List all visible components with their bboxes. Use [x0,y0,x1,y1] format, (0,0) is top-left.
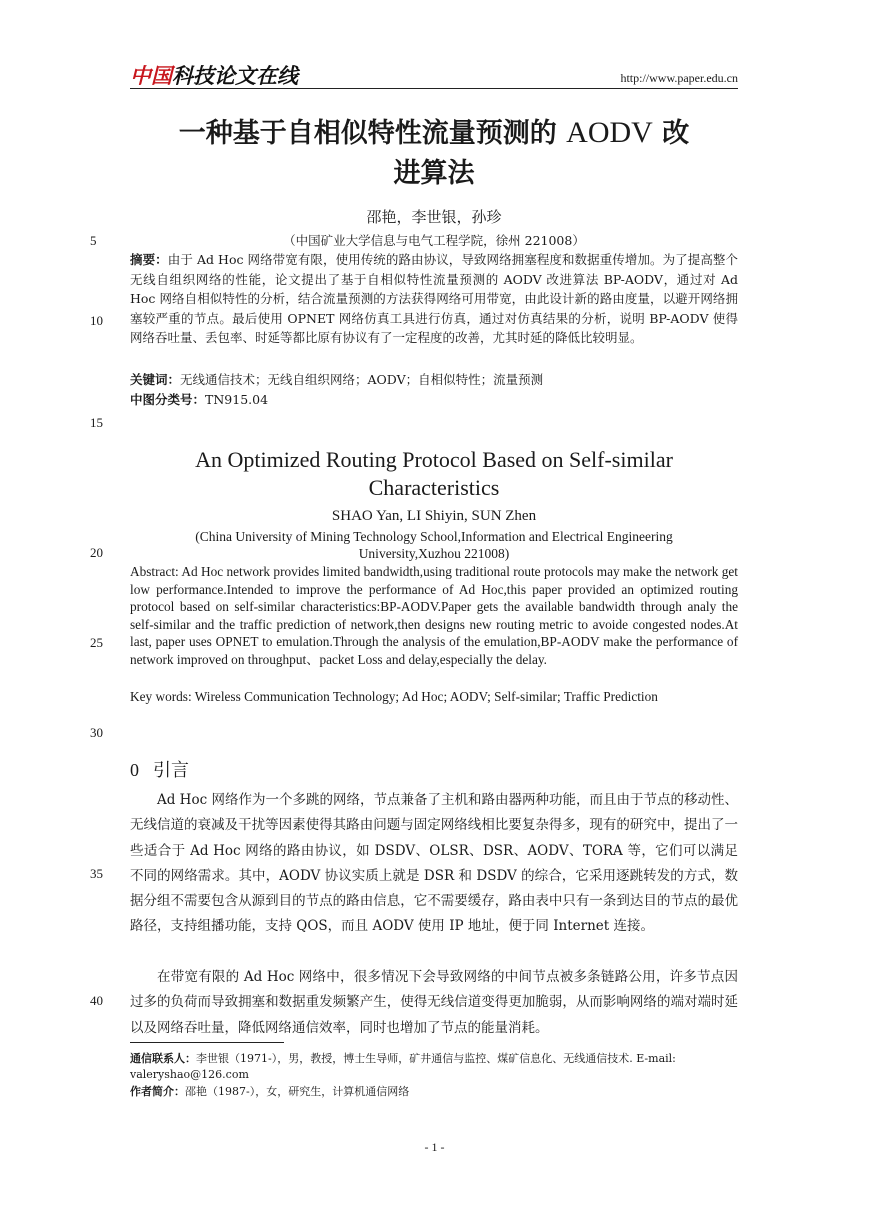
footnote-contact: 通信联系人：李世银（1971-），男，教授，博士生导师，矿井通信与监控、煤矿信息化、无线通信技术. E-mail: valeryshao@126.com [130,1052,676,1081]
logo-red-text: 中国 [130,64,172,88]
paper-title-cn [130,113,738,194]
page-number: - 1 - [424,1140,445,1154]
line-number: 25 [90,635,103,650]
header-url[interactable]: http://www.paper.edu.cn [620,71,738,85]
body-paragraph-1: Ad Hoc 网络作为一个多跳的网络，节点兼备了主机和路由器两种功能，而且由于节点的移动性、无线信道的衰减及干扰等因素使得其路由问题与固定网络线相比要复杂得多，现有的研究中，提出了一些适合于 Ad Hoc 网络的路由协议，如 DSDV、OLSR、DSR、AODV、TORA 等，它们可以满足不同的网络需求。其中，AODV 协议实质上就是 DSR 和 DSDV 的综合，它采用逐跳转发的方式，数据分组不需要包含从源到目的节点的路由信息，它不需要缓存，路由表中只有一条到达目的节点的最优路径，支持组播功能，支持 QOS，而且 AODV 使用 IP 地址，便于同 Internet 连接。 [130,792,738,935]
keywords-en [130,688,738,706]
title-line-2: 进算法 [393,158,475,189]
keywords-cn-label: 关键词： [130,372,181,387]
header-divider [130,88,738,89]
line-number: 5 [90,233,97,248]
line-number: 30 [90,725,103,740]
section-number: 0 [130,760,139,780]
paper-title-en: An Optimized Routing Protocol Based on Self-similar Characteristics [195,447,673,500]
footnote-author: 作者简介：邵艳（1987-），女，研究生，计算机通信网络 [130,1085,410,1098]
journal-logo [130,60,298,88]
line-number: 35 [90,866,103,881]
line-number: 15 [90,415,103,430]
keywords-cn-text: 无线通信技术；无线自组织网络；AODV；自相似特性；流量预测 [180,372,544,387]
line-number: 20 [90,545,103,560]
affiliation-en: (China University of Mining Technology School,Information and Electrical Engineering University,Xuzhou 221008) [195,529,673,561]
abstract-cn-label: 摘要： [130,252,168,267]
logo-black-text: 科技论文在线 [172,64,298,88]
section-title: 引言 [153,760,189,781]
section-heading [130,756,189,782]
keywords-cn [130,370,738,390]
classification [130,390,738,410]
abstract-en [130,563,738,668]
classification-text: TN915.04 [205,392,269,407]
authors-en: SHAO Yan, LI Shiyin, SUN Zhen [331,508,537,524]
affiliation-cn: （中国矿业大学信息与电气工程学院，徐州 221008） [283,233,585,248]
line-number: 40 [90,993,103,1008]
line-number: 10 [90,313,103,328]
classification-label: 中图分类号： [130,392,206,407]
authors-cn: 邵艳，李世银，孙珍 [366,208,502,226]
title-line-1: 一种基于自相似特性流量预测的 AODV 改 [178,116,690,149]
footnote-divider [130,1042,284,1043]
body-paragraph-2: 在带宽有限的 Ad Hoc 网络中，很多情况下会导致网络的中间节点被多条链路公用，许多节点因过多的负荷而导致拥塞和数据重发频繁产生，使得无线信道变得更加脆弱，从而影响网络的端对端时延以及网络吞吐量，降低网络通信效率，同时也增加了节点的能量消耗。 [130,969,738,1036]
abstract-en-label: Abstract: [130,564,179,579]
keywords-en-label: Key words: [130,689,192,704]
abstract-en-text: Ad Hoc network provides limited bandwidth,using traditional route protocols may make the network get low performance.Intended to improve the performance of Ad Hoc,this paper provided an optimized routing protocol based on self-similar characteristics:BP-AODV.Paper gets the available bandwidth through analy the self-similar and the traffic prediction of network,then designs new routing metric to avoide congested nodes.At last, paper uses OPNET to emulation.Through the analysis of the emulation,BP-AODV make the performance of network improved on throughput、packet Loss and delay,especially the delay. [130,564,738,667]
keywords-en-text: Wireless Communication Technology; Ad Hoc; AODV; Self-similar; Traffic Prediction [191,689,658,704]
abstract-cn-text: 由于 Ad Hoc 网络带宽有限，使用传统的路由协议，导致网络拥塞程度和数据重传增加。为了提高整个无线自组织网络的性能，论文提出了基于自相似特性流量预测的 AODV 改进算法 BP-AODV，通过对 Ad Hoc 网络自相似特性的分析，结合流量预测的方法获得网络可用带宽，由此设计新的路由度量，以避开网络拥塞较严重的节点。最后使用 OPNET 网络仿真工具进行仿真，通过对仿真结果的分析，说明 BP-AODV 使得网络吞吐量、丢包率、时延等都比原有协议有了一定程度的改善，尤其时延的降低比较明显。 [130,252,738,345]
abstract-cn [130,250,738,348]
